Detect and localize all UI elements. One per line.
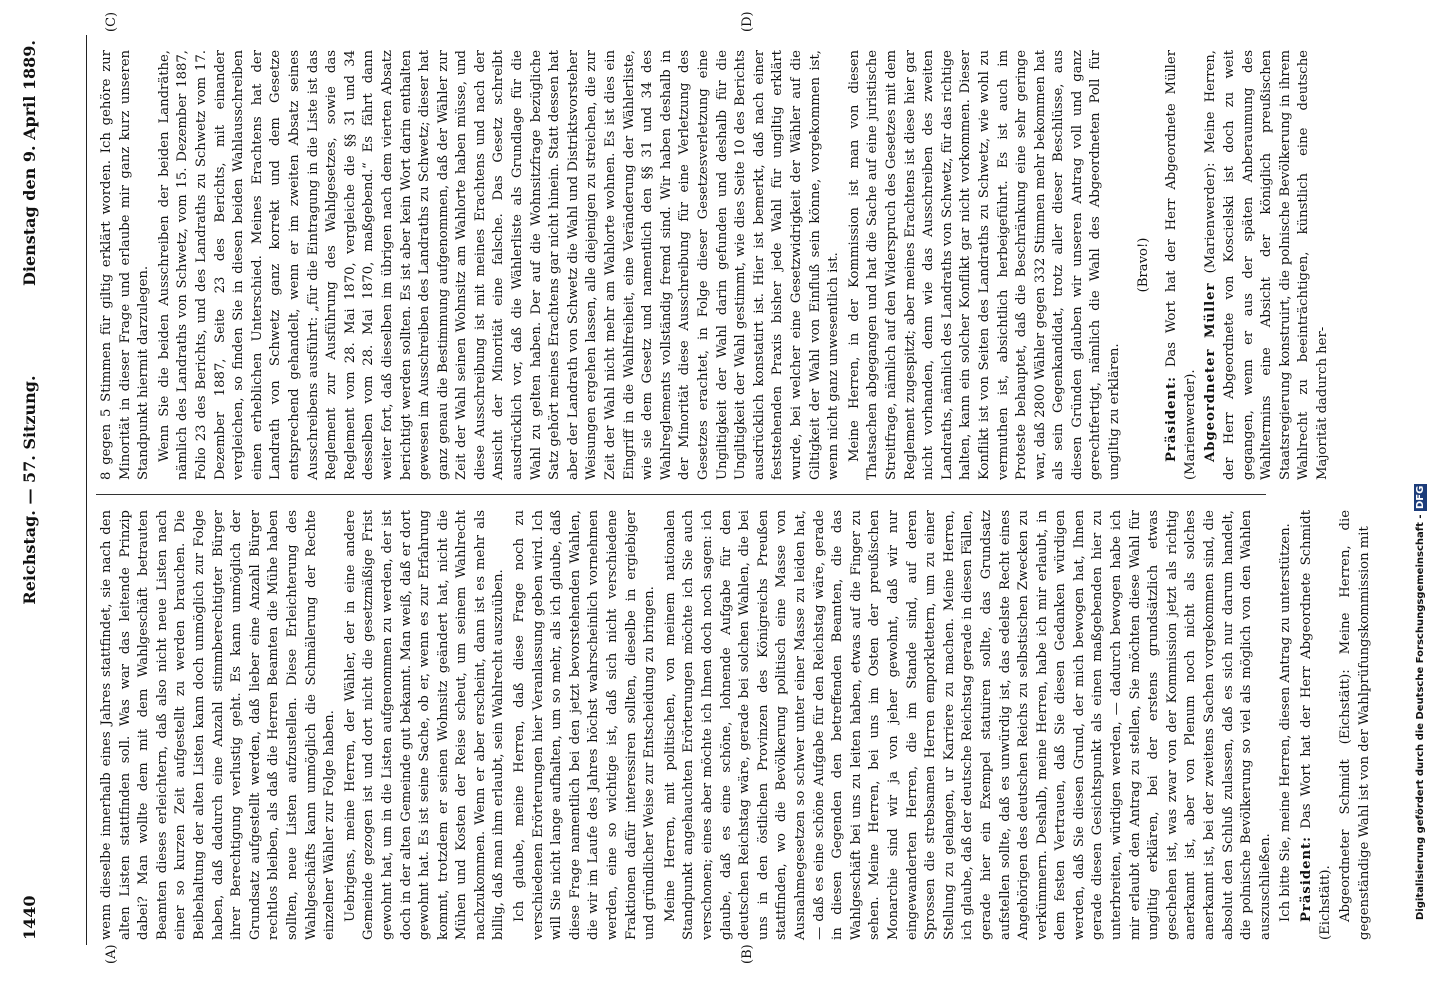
paragraph: Wenn Sie die beiden Ausschreiben der beiden Landräthe, nämlich des Landraths von Schwetz, vom 15. Dezember 1887, Folio 23 des Berichts, und des Landraths zu Schwetz vom 17. Dezember 1887, Seite 23 des Berichts, mit einander vergleichen, so finden Sie in diesen beiden Wahlausschreiben einen erheblichen Unterschied. Meines Erachtens hat der Landrath von Schwetz ganz korrekt und dem Gesetze entsprechend gehandelt, wenn er im zweiten Absatz seines Ausschreibens ausführt: „für die Eintragung in die Liste ist das Reglement zur Ausführung des Wahlgesetzes, sowie das Reglement vom 28. Mai 1870, vergleiche die §§ 31 und 34 desselben vom 28. Mai 1870, maßgebend.“ Es fährt dann weiter fort, daß dieselben im übrigen nach dem vierten Absatz berichtigt werden sollten. Es ist aber kein Wort darin enthalten gewesen im Ausschreiben des Landraths zu Schwetz; dieser hat ganz genau die Bestimmung aufgenommen, daß der Wähler zur Zeit der Wahl seinen Wohnsitz am Wahlorte haben müsse, und diese Ausschreibung ist mit meines Erachtens und nach der Ansicht der Minorität eine falsche. Das Gesetz schreibt ausdrücklich vor, daß die Wählerliste als Grundlage für die Wahl zu gelten haben. Der auf die Wohnsitzfrage bezügliche Satz gehört meines Erachtens gar nicht hinein. Statt dessen hat aber der Landrath von Schwetz die Wahl und Distriktsvorsteher Weisungen ergehen lassen, alle diejenigen zu streichen, die zur Zeit der Wahl nicht mehr am Wahlorte wohnen. Es ist dies ein Eingriff in die Wahlfreiheit, eine Veränderung der Wählerliste, wie sie dem Gesetz und namentlich den §§ 31 und 34 des Wahlreglements vollständig fremd sind. Wir haben deshalb in der Minorität diese Ausschreibung für eine Verletzung des Gesetzes erachtet, in Folge dieser Gesetzesverletzung eine Ungiltigkeit der Wahl darin gefunden und deshalb für die Ungiltigkeit der Wahl gestimmt, wie dies Seite 10 des Berichts ausdrücklich konstatirt ist. Hier ist bemerkt, daß nach einer feststehenden Praxis bisher jede Wahl für ungiltig erklärt wurde, bei welcher eine Gesetzwidrigkeit der Wähler auf die Giltigkeit der Wahl von Einfluß sein könne, vorgekommen ist, wenn nicht ganz unwesentlich ist. bbox=[156, 50, 842, 480]
left-column bbox=[98, 510, 1372, 940]
margin-marker-d: (D) bbox=[740, 11, 755, 32]
paragraph: Ich bitte Sie, meine Herren, diesen Antrag zu unterstützen. bbox=[1278, 523, 1294, 922]
margin-marker-a: (A) bbox=[104, 944, 119, 964]
paragraph: Meine Herren, mit politischen, von meinem nationalen Standpunkt angehauchten Erörterungen möchte ich Sie auch verschonen; eines aber möchte ich Ihnen doch noch sagen: ich glaube, daß es eine schöne, lohnende Aufgabe für den deutschen Reichstag wäre, gerade bei solchen Wahlen, die bei uns in den östlichen Provinzen des Königreichs Preußen stattfinden, wo die Bevölkerung politisch eine Masse von Ausnahmegesetzen so schwer unter einer Masse zu leiden hat, — daß es eine schöne Aufgabe für den Reichstag wäre, gerade in diesen Gegenden den betreffenden Beamten, die das Wahlgeschäft bei uns zu leiten haben, etwas auf die Finger zu sehen. Meine Herren, bei uns im Osten der preußischen Monarchie sind wir ja von jeher gewohnt, daß wir nur eingewanderten Herren, die im Stande sind, auf deren Sprossen die strebsamen Herren emporklettern, um zu einer Stellung zu gelangen, ur Karriere zu machen. Meine Herren, ich glaube, daß der deutsche Reichstag gerade in diesen Fällen, gerade hier ein Exempel statuiren sollte, das Grundsatz aufstellen sollte, daß es unwürdig ist, das edelste Recht eines Angehörigen des deutschen Reichs zu selbstischen Zwecken zu verkümmern. Deshalb, meine Herren, habe ich mir erlaubt, in dem festen Vertrauen, daß Sie diesen Gedanken würdigen werden, daß Sie diesen Grund, der mich bewogen hat, Ihnen gerade diesen Gesichtspunkt als einen maßgebenden hier zu unterbreiten, würdigen werden, — dadurch bewogen habe ich mir erlaubt den Antrag zu stellen, Sie möchten diese Wahl für ungiltig erklären, bei der erstens grundsätzlich etwas geschehen ist, was zwar von der Kommission jetzt als richtig anerkannt ist, aber von Plenum noch nicht als solches anerkannt ist, bei der zweitens Sachen vorgekommen sind, die absolut den Schluß zulassen, daß es sich nur darum handelt, die polnische Bevölkerung so viel als möglich von den Wahlen auszuschließen. bbox=[662, 510, 1273, 940]
page-header bbox=[10, 0, 40, 1000]
paragraph: wenn dieselbe innerhalb eines Jahres stattfindet, sie nach den alten Listen stattfinden soll. Was war das leitende Prinzip dabei? Man wollte dem mit dem Wahlgeschäft betrauten Beamten dieses erleichtern, daß also nicht neue Listen nach einer so kurzen Zeit aufgestellt zu werden brauchen. Die Beibehaltung der alten Listen kann doch unmöglich zur Folge haben, daß dadurch eine Anzahl stimmberechtigter Bürger ihrer Berechtigung verlustig geht. Es kann unmöglich der Grundsatz aufgestellt werden, daß lieber eine Anzahl Bürger rechtlos bleiben, als daß die Herren Beamten die Mühe haben sollten, neue Listen aufzustellen. Diese Erleichterung des Wahlgeschäfts kann unmöglich die Schmälerung der Rechte einzelner Wähler zur Folge haben. bbox=[99, 510, 338, 940]
column-divider bbox=[96, 494, 1266, 495]
speaker-label: Präsident: bbox=[1299, 835, 1314, 922]
paragraph: Uebrigens, meine Herren, der Wähler, der in eine andere Gemeinde gezogen ist und dort nicht die gesetzmäßige Frist gewohnt hat, um in die Listen aufgenommen zu werden, der ist doch in der alten Gemeinde gut bekannt. Man weiß, daß er dort gewohnt hat. Es ist seine Sache, ob er, wenn es zur Erfahrung kommt, trotzdem er seinen Wohnsitz geändert hat, nicht die Mühen und Kosten der Reise scheut, um seinem Wahlrecht nachzukommen. Wenn er aber erscheint, dann ist es mehr als billig, daß man ihm erlaubt, sein Wahlrecht auszuüben. bbox=[342, 510, 507, 940]
header-rule bbox=[86, 35, 87, 945]
speaker-place: (Marienwerder): bbox=[1203, 162, 1219, 274]
speaker-paragraph bbox=[1337, 510, 1374, 940]
applause-note: (Bravo!) bbox=[1135, 237, 1151, 293]
page-number: 1440 bbox=[20, 895, 39, 940]
speaker-paragraph bbox=[1202, 50, 1332, 480]
speaker-text: Das Wort hat der Herr Abgeordnete Müller (Marienwerder). bbox=[1164, 50, 1198, 480]
paragraph: 8 gegen 5 Stimmen für giltig erklärt worden. Ich gehöre zur Minorität in dieser Frage und erlaube mir ganz kurz unseren Standpunkt hiermit darzulegen. bbox=[99, 50, 152, 480]
speaker-label: Präsident: bbox=[1164, 375, 1180, 462]
session-date: Dienstag den 9. April 1889. bbox=[20, 40, 39, 286]
speaker-text: Das Wort hat der Herr Abgeordnete Schmidt (Eichstätt). bbox=[1299, 510, 1333, 940]
right-column bbox=[98, 50, 1330, 480]
speaker-paragraph bbox=[1298, 510, 1335, 940]
session-title: Reichstag. — 57. Sitzung. bbox=[20, 375, 39, 605]
paragraph: Ich glaube, meine Herren, daß diese Frage noch zu verschiedenen Erörterungen hier Veranlassung geben wird. Ich will Sie nicht lange aufhalten, um so mehr, als ich glaube, daß diese Frage namentlich bei den jetzt bevorstehenden Wahlen, die wir im Laufe des Jahres höchst wahrscheinlich vornehmen werden, eine so wichtige ist, daß sich nicht verschiedene Fraktionen dafür interessiren sollten, dieselbe in ergiebiger und gründlicher Weise zur Entscheidung zu bringen. bbox=[512, 510, 658, 940]
margin-marker-c: (C) bbox=[104, 11, 119, 32]
dfg-credit bbox=[1414, 100, 1430, 920]
dfg-credit-text: Digitalisierung gefördert durch die Deutsche Forschungsgemeinschaft - bbox=[1415, 514, 1426, 920]
speaker-text: Meine Herren, der Herr Abgeordnete von Koscielski ist doch zu weit gegangen, wenn er aus der späten Anberaumung des Wahltermins eine Absicht der königlich preußischen Staatsregierung konstruirt, die polnische Bevölkerung in ihrem Wahlrecht zu beeinträchtigen, künstlich eine deutsche Majorität dadurch her- bbox=[1203, 50, 1330, 480]
margin-marker-b: (B) bbox=[740, 944, 755, 964]
speaker-paragraph bbox=[1163, 50, 1200, 480]
speaker-label: Abgeordneter Müller bbox=[1203, 282, 1219, 462]
dfg-logo: DFG bbox=[1415, 485, 1426, 509]
paragraph: Meine Herren, in der Kommission ist man von diesen Thatsachen abgegangen und hat die Sache auf eine juristische Streitfrage, nämlich auf den Widerspruch des Gesetzes mit dem Reglement zugespitzt; aber meines Erachtens ist diese hier gar nicht vorhanden, denn wie das Ausschreiben des zweiten Landraths, nämlich des Landraths von Schwetz, für das richtige halten, kann ein solcher Konflikt gar nicht vorkommen. Dieser Konflikt ist von Seiten des Landraths zu Schwetz, wie wohl zu vermuthen ist, absichtlich herbeigeführt. Es ist auch im Proteste behauptet, daß die Beschränkung eine sehr geringe war, daß 2800 Wähler gegen 332 Stimmen mehr bekommen hat als sein Gegenkandidat, trotz aller dieser Beschlüsse, aus diesen Gründen glauben wir unseren Antrag voll und ganz gerechtfertigt, nämlich die Wahl des Abgeordneten Poll für ungiltig zu erklären. bbox=[846, 50, 1123, 480]
speaker-text: Meine Herren, die gegenständige Wahl ist von der Wahlprüfungskommission mit bbox=[1338, 510, 1372, 940]
speaker-label: Abgeordneter Schmidt (Eichstätt): bbox=[1338, 669, 1354, 922]
